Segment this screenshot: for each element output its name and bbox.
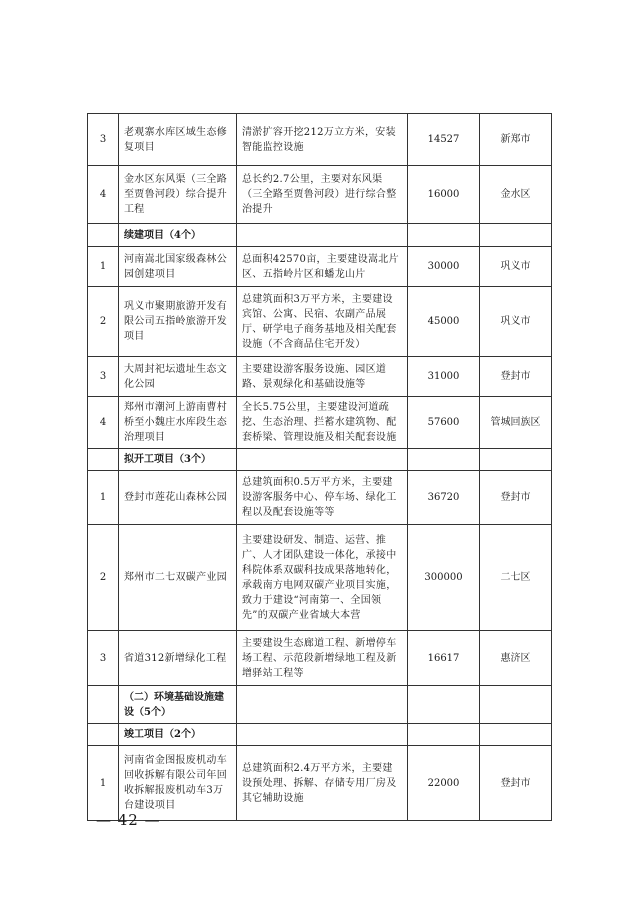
project-name: 郑州市潮河上游南曹村桥至小魏庄水库段生态治理项目 (119, 397, 237, 449)
project-name: 省道312新增绿化工程 (119, 631, 237, 686)
section-heading: 拟开工项目（3个） (119, 449, 237, 471)
section-blank (237, 224, 408, 247)
row-number: 1 (88, 471, 119, 525)
project-location: 巩义市 (480, 287, 552, 357)
table-row (88, 287, 552, 357)
total-investment: 16000 (408, 166, 480, 224)
row-number: 1 (88, 247, 119, 287)
table-row (88, 631, 552, 686)
section-blank (408, 686, 480, 724)
section-row (88, 724, 552, 746)
project-name: 大周封祀坛遗址生态文化公园 (119, 357, 237, 397)
section-blank (408, 449, 480, 471)
section-blank (237, 686, 408, 724)
project-name: 老观寨水库区域生态修复项目 (119, 114, 237, 166)
project-location: 新郑市 (480, 114, 552, 166)
project-name: 河南省金图报废机动车回收拆解有限公司年回收拆解报废机动车3万台建设项目 (119, 746, 237, 821)
section-blank (237, 449, 408, 471)
section-row (88, 686, 552, 724)
project-location: 登封市 (480, 357, 552, 397)
section-blank (237, 724, 408, 746)
table-row (88, 114, 552, 166)
table-row (88, 397, 552, 449)
project-location: 登封市 (480, 746, 552, 821)
section-heading: （二）环境基础设施建设（5个） (119, 686, 237, 724)
row-number: 2 (88, 287, 119, 357)
section-row (88, 224, 552, 247)
table-row (88, 471, 552, 525)
table-row (88, 525, 552, 631)
project-name: 登封市莲花山森林公园 (119, 471, 237, 525)
table-row (88, 166, 552, 224)
section-blank (88, 724, 119, 746)
total-investment: 31000 (408, 357, 480, 397)
construction-content: 总面积42570亩，主要建设嵩北片区、五指岭片区和蟠龙山片 (237, 247, 408, 287)
total-investment: 16617 (408, 631, 480, 686)
construction-content: 总建筑面积2.4万平方米，主要建设预处理、拆解、存储专用厂房及其它辅助设施 (237, 746, 408, 821)
section-blank (88, 686, 119, 724)
total-investment: 22000 (408, 746, 480, 821)
construction-content: 总长约2.7公里，主要对东风渠（三全路至贾鲁河段）进行综合整治提升 (237, 166, 408, 224)
total-investment: 45000 (408, 287, 480, 357)
section-heading: 竣工项目（2个） (119, 724, 237, 746)
construction-content: 总建筑面积3万平方米，主要建设宾馆、公寓、民宿、农副产品展厅、研学电子商务基地及相关配套设施（不含商品住宅开发） (237, 287, 408, 357)
section-blank (480, 686, 552, 724)
table-row (88, 247, 552, 287)
project-location: 二七区 (480, 525, 552, 631)
section-row (88, 449, 552, 471)
project-location: 登封市 (480, 471, 552, 525)
total-investment: 36720 (408, 471, 480, 525)
section-blank (480, 224, 552, 247)
project-location: 惠济区 (480, 631, 552, 686)
project-name: 河南嵩北国家级森林公园创建项目 (119, 247, 237, 287)
project-name: 郑州市二七双碳产业园 (119, 525, 237, 631)
page-number: — 42 — (96, 811, 161, 829)
row-number: 3 (88, 357, 119, 397)
section-blank (408, 224, 480, 247)
section-blank (88, 224, 119, 247)
construction-content: 主要建设游客服务设施、园区道路、景观绿化和基础设施等 (237, 357, 408, 397)
project-location: 管城回族区 (480, 397, 552, 449)
total-investment: 300000 (408, 525, 480, 631)
project-location: 巩义市 (480, 247, 552, 287)
project-name: 巩义市聚期旅游开发有限公司五指岭旅游开发项目 (119, 287, 237, 357)
table-row (88, 746, 552, 821)
project-location: 金水区 (480, 166, 552, 224)
row-number: 4 (88, 397, 119, 449)
row-number: 3 (88, 114, 119, 166)
total-investment: 57600 (408, 397, 480, 449)
construction-content: 清淤扩容开挖212万立方米，安装智能监控设施 (237, 114, 408, 166)
project-table (87, 113, 552, 821)
row-number: 3 (88, 631, 119, 686)
table-row (88, 357, 552, 397)
section-blank (480, 724, 552, 746)
total-investment: 14527 (408, 114, 480, 166)
section-heading: 续建项目（4个） (119, 224, 237, 247)
row-number: 2 (88, 525, 119, 631)
construction-content: 主要建设研发、制造、运营、推广、人才团队建设一体化，承接中科院体系双碳科技成果落地转化，承载南方电网双碳产业项目实施，致力于建设“河南第一、全国领先”的双碳产业省域大本营 (237, 525, 408, 631)
total-investment: 30000 (408, 247, 480, 287)
construction-content: 全长5.75公里，主要建设河道疏挖、生态治理、拦蓄水建筑物、配套桥梁、管理设施及相关配套设施 (237, 397, 408, 449)
section-blank (408, 724, 480, 746)
construction-content: 主要建设生态廊道工程、新增停车场工程、示范段新增绿地工程及新增驿站工程等 (237, 631, 408, 686)
row-number: 1 (88, 746, 119, 821)
row-number: 4 (88, 166, 119, 224)
construction-content: 总建筑面积0.5万平方米，主要建设游客服务中心、停车场、绿化工程以及配套设施等等 (237, 471, 408, 525)
section-blank (480, 449, 552, 471)
section-blank (88, 449, 119, 471)
project-name: 金水区东风渠（三全路至贾鲁河段）综合提升工程 (119, 166, 237, 224)
